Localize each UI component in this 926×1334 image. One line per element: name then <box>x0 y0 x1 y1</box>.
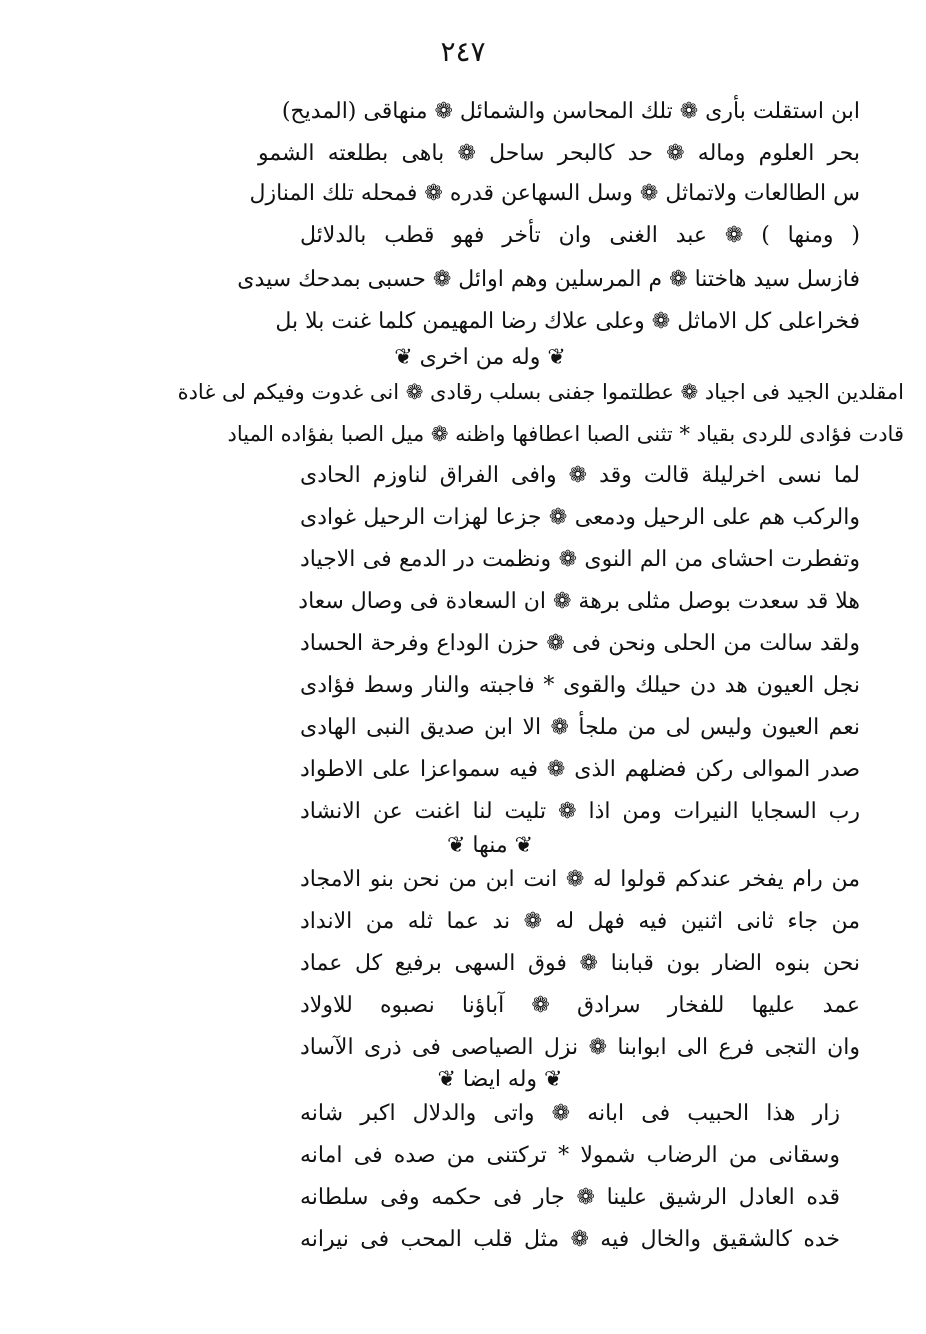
verse-line-6: فخراعلى كل الاماثل ❁ وعلى علاك رضا المهيمن كلما غنت بلا بل <box>275 309 860 334</box>
verse-line-28: قده العادل الرشيق علينا ❁ جار فى حكمه وفى سلطانه <box>300 1185 840 1210</box>
verse-line-26: زار هذا الحبيب فى ابانه ❁ واتى والدلال اكبر شانه <box>300 1101 840 1126</box>
verse-line-11: والركب هم على الرحيل ودمعى ❁ جزعا لهزات الرحيل غوادى <box>300 505 860 530</box>
verse-line-16: نعم العيون وليس لى من ملجأ ❁ الا ابن صديق النبى الهادى <box>300 715 860 740</box>
verse-line-10: لما نسى اخرليلة قالت وقد ❁ وافى الفراق لناوزم الحادى <box>300 463 860 488</box>
verse-line-14: ولقد سالت من الحلى ونحن فى ❁ حزن الوداع وفرحة الحساد <box>300 631 860 656</box>
verse-line-22: نحن بنوه الضار بون قبابنا ❁ فوق السهى برفيع كل عماد <box>300 951 860 976</box>
verse-line-1: ابن استقلت بأرى ❁ تلك المحاسن والشمائل ❁ منهاقى (المديح) <box>281 99 860 124</box>
section-heading-minha: ❦ منها ❦ <box>446 833 534 858</box>
verse-line-2: بحر العلوم وماله ❁ حد كالبحر ساحل ❁ باهى بطلعته الشمو <box>258 141 860 166</box>
section-heading-also: ❦ وله ايضا ❦ <box>437 1067 563 1092</box>
verse-line-17: صدر الموالى ركن فضلهم الذى ❁ فيه سمواعزا على الاطواد <box>300 757 860 782</box>
verse-line-4: ( ومنها ) ❁ عبد الغنى وان تأخر فهو قطب بالدلائل <box>300 223 860 248</box>
page-number: ٢٤٧ <box>440 35 486 68</box>
verse-line-23: عمد عليها للفخار سرادق ❁ آباؤنا نصبوه للاولاد <box>300 993 860 1018</box>
verse-line-29: خده كالشقيق والخال فيه ❁ مثل قلب المحب فى نيرانه <box>300 1227 840 1252</box>
verse-line-3: س الطالعات ولاتماثل ❁ وسل السهاعن قدره ❁ فمحله تلك المنازل <box>249 181 860 206</box>
verse-line-5: فازسل سيد هاختنا ❁ م المرسلين وهم اوائل ❁ حسبى بمدحك سيدى <box>237 267 860 292</box>
verse-line-13: هلا قد سعدت بوصل مثلى برهة ❁ ان السعادة فى وصال سعاد <box>298 589 860 614</box>
verse-line-18: رب السجايا النيرات ومن اذا ❁ تليت لنا اغنت عن الانشاد <box>300 799 860 824</box>
verse-line-15: نجل العيون هد دن حيلك والقوى * فاجبته والنار وسط فؤادى <box>300 673 860 698</box>
verse-line-27: وسقانى من الرضاب شمولا * تركتنى من صده فى امانه <box>300 1143 840 1168</box>
verse-line-24: وان التجى فرع الى ابوابنا ❁ نزل الصياصى فى ذرى الآساد <box>300 1035 860 1060</box>
verse-line-9: قادت فؤادى للردى بقياد * تثنى الصبا اعطافها واظنه ❁ ميل الصبا بفؤاده المياد <box>227 422 904 446</box>
verse-line-8: امقلدين الجيد فى اجياد ❁ عطلتموا جفنى بسلب رقادى ❁ انى غدوت وفيكم لى غادة <box>177 380 904 404</box>
section-heading-another: ❦ وله من اخرى ❦ <box>394 345 566 370</box>
verse-line-20: من رام يفخر عندكم قولوا له ❁ انت ابن من نحن بنو الامجاد <box>300 867 860 892</box>
verse-line-21: من جاء ثانى اثنين فيه فهل له ❁ ند عما ثله من الانداد <box>300 909 860 934</box>
verse-line-12: وتفطرت احشاى من الم النوى ❁ ونظمت در الدمع فى الاجياد <box>300 547 860 572</box>
